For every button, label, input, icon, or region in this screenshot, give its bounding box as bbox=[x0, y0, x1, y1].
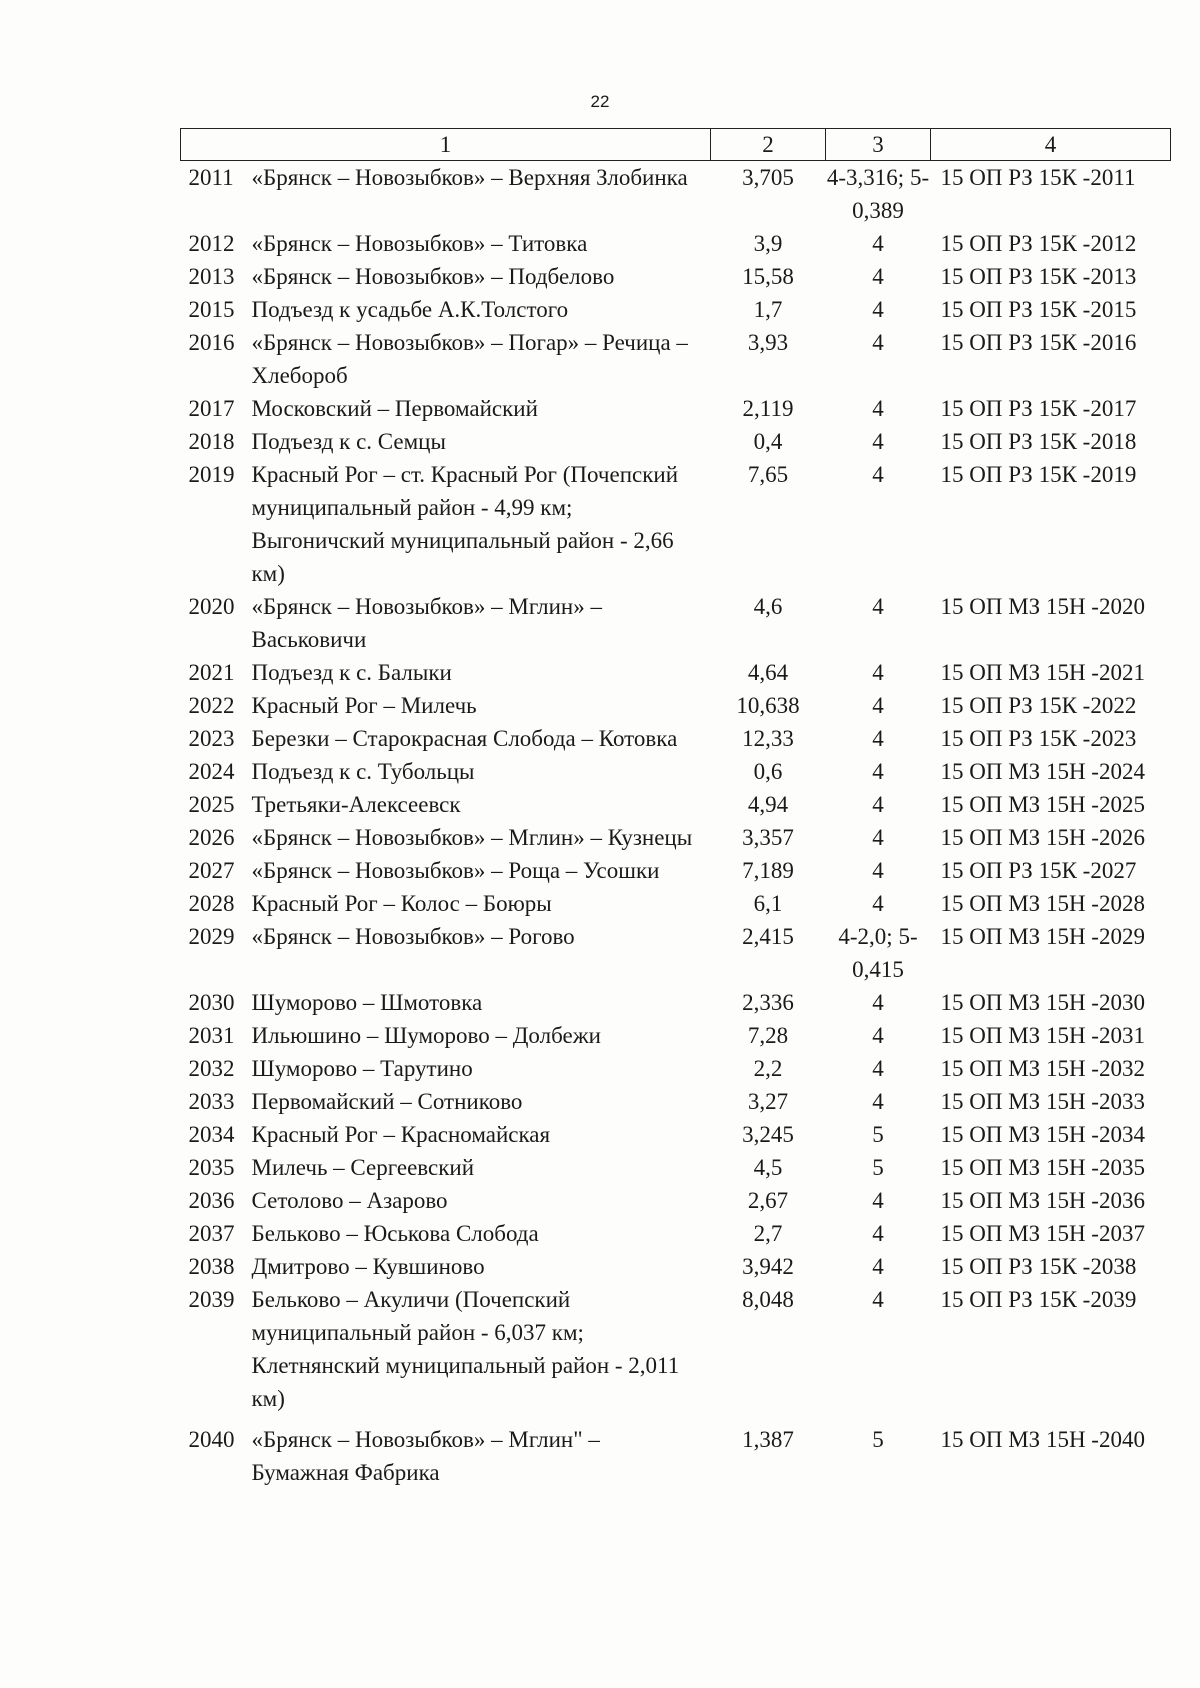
header-col-2: 2 bbox=[711, 129, 826, 161]
road-number: 2020 bbox=[188, 594, 235, 619]
road-length: 3,942 bbox=[742, 1254, 794, 1279]
road-length: 3,93 bbox=[747, 330, 789, 355]
road-name: «Брянск – Новозыбков» – Погар» – Речица – Хлебороб bbox=[251, 330, 688, 388]
road-name: Сетолово – Азарово bbox=[251, 1188, 448, 1213]
road-code: 15 ОП МЗ 15Н -2035 bbox=[940, 1155, 1145, 1180]
road-name: Подъезд к усадьбе А.К.Толстого bbox=[251, 297, 569, 322]
table-row bbox=[181, 986, 1171, 1019]
road-length: 8,048 bbox=[742, 1287, 794, 1312]
table-row bbox=[181, 854, 1171, 887]
table-header bbox=[181, 129, 1171, 161]
road-number: 2036 bbox=[188, 1188, 235, 1213]
road-category: 4 bbox=[872, 1221, 884, 1246]
road-code: 15 ОП РЗ 15К -2038 bbox=[940, 1254, 1137, 1279]
road-category: 4 bbox=[872, 1056, 884, 1081]
road-name: Московский – Первомайский bbox=[251, 396, 538, 421]
table-row bbox=[181, 161, 1171, 228]
road-length: 0,4 bbox=[753, 429, 783, 454]
road-code: 15 ОП РЗ 15К -2012 bbox=[940, 231, 1137, 256]
header-col-1: 1 bbox=[181, 129, 711, 161]
road-code: 15 ОП МЗ 15Н -2020 bbox=[940, 594, 1145, 619]
road-category: 4 bbox=[872, 462, 884, 487]
table-row bbox=[181, 458, 1171, 590]
road-category: 4 bbox=[872, 891, 884, 916]
road-length: 7,65 bbox=[747, 462, 789, 487]
road-category: 4 bbox=[872, 396, 884, 421]
road-category: 5 bbox=[872, 1122, 884, 1147]
table-row bbox=[181, 1151, 1171, 1184]
road-category: 5 bbox=[872, 1155, 884, 1180]
table-row bbox=[181, 392, 1171, 425]
table-row bbox=[181, 1217, 1171, 1250]
header-col-3: 3 bbox=[826, 129, 931, 161]
table-row bbox=[181, 755, 1171, 788]
road-length: 10,638 bbox=[736, 693, 800, 718]
road-name: Красный Рог – Милечь bbox=[251, 693, 477, 718]
road-name: Красный Рог – Колос – Боюры bbox=[251, 891, 552, 916]
road-name: Березки – Старокрасная Слобода – Котовка bbox=[251, 726, 678, 751]
road-code: 15 ОП РЗ 15К -2039 bbox=[940, 1287, 1137, 1312]
road-name: «Брянск – Новозыбков» – Мглин" – Бумажная Фабрика bbox=[251, 1427, 600, 1485]
road-number: 2032 bbox=[188, 1056, 235, 1081]
table-row bbox=[181, 689, 1171, 722]
road-number: 2031 bbox=[188, 1023, 235, 1048]
road-category: 4 bbox=[872, 1287, 884, 1312]
road-name: Подъезд к с. Семцы bbox=[251, 429, 446, 454]
roads-table bbox=[180, 128, 1171, 1489]
table-row bbox=[181, 1283, 1171, 1415]
table-row bbox=[181, 227, 1171, 260]
road-number: 2028 bbox=[188, 891, 235, 916]
road-category: 4 bbox=[872, 594, 884, 619]
road-number: 2033 bbox=[188, 1089, 235, 1114]
road-code: 15 ОП МЗ 15Н -2030 bbox=[940, 990, 1145, 1015]
road-length: 2,7 bbox=[753, 1221, 783, 1246]
road-code: 15 ОП РЗ 15К -2011 bbox=[940, 165, 1136, 190]
road-number: 2017 bbox=[188, 396, 235, 421]
table-row bbox=[181, 887, 1171, 920]
road-name: Красный Рог – Красномайская bbox=[251, 1122, 551, 1147]
road-length: 2,119 bbox=[742, 396, 794, 421]
road-name: Подъезд к с. Тубольцы bbox=[251, 759, 475, 784]
road-length: 15,58 bbox=[742, 264, 794, 289]
road-code: 15 ОП МЗ 15Н -2029 bbox=[940, 924, 1145, 949]
road-category: 4 bbox=[872, 759, 884, 784]
road-code: 15 ОП МЗ 15Н -2021 bbox=[940, 660, 1145, 685]
road-code: 15 ОП РЗ 15К -2023 bbox=[940, 726, 1137, 751]
road-category: 4 bbox=[872, 231, 884, 256]
road-length: 2,67 bbox=[747, 1188, 789, 1213]
road-category: 5 bbox=[872, 1427, 884, 1452]
road-length: 4,5 bbox=[753, 1155, 783, 1180]
road-length: 2,415 bbox=[742, 924, 794, 949]
road-code: 15 ОП МЗ 15Н -2037 bbox=[940, 1221, 1145, 1246]
road-number: 2023 bbox=[188, 726, 235, 751]
table-row bbox=[181, 326, 1171, 392]
road-length: 3,357 bbox=[742, 825, 794, 850]
road-category: 4 bbox=[872, 1254, 884, 1279]
table-body bbox=[181, 161, 1171, 1490]
table-row bbox=[181, 590, 1171, 656]
road-number: 2019 bbox=[188, 462, 235, 487]
road-code: 15 ОП МЗ 15Н -2033 bbox=[940, 1089, 1145, 1114]
road-number: 2029 bbox=[188, 924, 235, 949]
road-length: 3,9 bbox=[753, 231, 783, 256]
road-length: 2,2 bbox=[753, 1056, 783, 1081]
road-code: 15 ОП МЗ 15Н -2026 bbox=[940, 825, 1145, 850]
table-row bbox=[181, 788, 1171, 821]
road-name: «Брянск – Новозыбков» – Мглин» – Кузнецы bbox=[251, 825, 693, 850]
road-length: 0,6 bbox=[753, 759, 783, 784]
road-name: «Брянск – Новозыбков» – Роща – Усошки bbox=[251, 858, 660, 883]
table-row bbox=[181, 656, 1171, 689]
road-category: 4 bbox=[872, 858, 884, 883]
road-length: 6,1 bbox=[753, 891, 783, 916]
road-category: 4 bbox=[872, 330, 884, 355]
road-name: Милечь – Сергеевский bbox=[251, 1155, 475, 1180]
road-code: 15 ОП МЗ 15Н -2040 bbox=[940, 1427, 1145, 1452]
road-number: 2030 bbox=[188, 990, 235, 1015]
table-row bbox=[181, 425, 1171, 458]
road-number: 2035 bbox=[188, 1155, 235, 1180]
road-category: 4 bbox=[872, 693, 884, 718]
road-category: 4-2,0; 5-0,415 bbox=[838, 924, 918, 982]
road-length: 4,94 bbox=[747, 792, 789, 817]
table-row bbox=[181, 293, 1171, 326]
road-code: 15 ОП РЗ 15К -2016 bbox=[940, 330, 1137, 355]
road-number: 2022 bbox=[188, 693, 235, 718]
road-number: 2013 bbox=[188, 264, 235, 289]
road-name: «Брянск – Новозыбков» – Рогово bbox=[251, 924, 575, 949]
table-row bbox=[181, 1250, 1171, 1283]
road-category: 4-3,316; 5-0,389 bbox=[826, 165, 930, 223]
road-length: 3,245 bbox=[742, 1122, 794, 1147]
road-name: Бельково – Юськова Слобода bbox=[251, 1221, 539, 1246]
road-category: 4 bbox=[872, 990, 884, 1015]
road-code: 15 ОП РЗ 15К -2027 bbox=[940, 858, 1137, 883]
road-number: 2018 bbox=[188, 429, 235, 454]
road-name: Красный Рог – ст. Красный Рог (Почепский муниципальный район - 4,99 км; Выгоничский муниципальный район - 2,66 км) bbox=[251, 462, 678, 586]
header-col-4: 4 bbox=[931, 129, 1171, 161]
road-length: 7,189 bbox=[742, 858, 794, 883]
road-number: 2021 bbox=[188, 660, 235, 685]
road-category: 4 bbox=[872, 1023, 884, 1048]
road-name: Первомайский – Сотниково bbox=[251, 1089, 523, 1114]
road-number: 2038 bbox=[188, 1254, 235, 1279]
road-code: 15 ОП РЗ 15К -2017 bbox=[940, 396, 1137, 421]
road-name: Подъезд к с. Балыки bbox=[251, 660, 452, 685]
road-code: 15 ОП МЗ 15Н -2024 bbox=[940, 759, 1145, 784]
road-length: 7,28 bbox=[747, 1023, 789, 1048]
road-category: 4 bbox=[872, 792, 884, 817]
road-number: 2039 bbox=[188, 1287, 235, 1312]
road-code: 15 ОП МЗ 15Н -2025 bbox=[940, 792, 1145, 817]
road-number: 2012 bbox=[188, 231, 235, 256]
road-length: 3,27 bbox=[747, 1089, 789, 1114]
road-length: 12,33 bbox=[742, 726, 794, 751]
table-row bbox=[181, 1118, 1171, 1151]
road-name: Ильюшино – Шуморово – Долбежи bbox=[251, 1023, 601, 1048]
road-category: 4 bbox=[872, 660, 884, 685]
road-length: 3,705 bbox=[742, 165, 794, 190]
table-row bbox=[181, 821, 1171, 854]
road-number: 2025 bbox=[188, 792, 235, 817]
table-row bbox=[181, 1415, 1171, 1489]
road-number: 2034 bbox=[188, 1122, 235, 1147]
road-code: 15 ОП РЗ 15К -2013 bbox=[940, 264, 1137, 289]
road-category: 4 bbox=[872, 1089, 884, 1114]
road-name: Бельково – Акуличи (Почепский муниципальный район - 6,037 км; Клетнянский муниципальный район - 2,011 км) bbox=[251, 1287, 680, 1411]
road-number: 2015 bbox=[188, 297, 235, 322]
road-name: «Брянск – Новозыбков» – Мглин» – Васьковичи bbox=[251, 594, 602, 652]
road-category: 4 bbox=[872, 1188, 884, 1213]
road-name: «Брянск – Новозыбков» – Титовка bbox=[251, 231, 588, 256]
road-category: 4 bbox=[872, 297, 884, 322]
table-row bbox=[181, 260, 1171, 293]
road-code: 15 ОП МЗ 15Н -2034 bbox=[940, 1122, 1145, 1147]
road-number: 2037 bbox=[188, 1221, 235, 1246]
page-number: 22 bbox=[590, 92, 610, 111]
road-code: 15 ОП МЗ 15Н -2031 bbox=[940, 1023, 1145, 1048]
road-number: 2011 bbox=[188, 165, 234, 190]
table-row bbox=[181, 1184, 1171, 1217]
table-row bbox=[181, 920, 1171, 986]
table-row bbox=[181, 722, 1171, 755]
road-category: 4 bbox=[872, 825, 884, 850]
table-row bbox=[181, 1052, 1171, 1085]
road-name: Третьяки-Алексеевск bbox=[251, 792, 461, 817]
road-code: 15 ОП РЗ 15К -2019 bbox=[940, 462, 1137, 487]
road-name: Шуморово – Шмотовка bbox=[251, 990, 483, 1015]
road-length: 1,7 bbox=[753, 297, 783, 322]
road-name: Дмитрово – Кувшиново bbox=[251, 1254, 485, 1279]
road-code: 15 ОП РЗ 15К -2022 bbox=[940, 693, 1137, 718]
road-number: 2026 bbox=[188, 825, 235, 850]
road-number: 2016 bbox=[188, 330, 235, 355]
road-category: 4 bbox=[872, 726, 884, 751]
road-code: 15 ОП МЗ 15Н -2032 bbox=[940, 1056, 1145, 1081]
road-length: 1,387 bbox=[742, 1427, 794, 1452]
table-row bbox=[181, 1019, 1171, 1052]
road-category: 4 bbox=[872, 429, 884, 454]
road-number: 2024 bbox=[188, 759, 235, 784]
road-length: 2,336 bbox=[742, 990, 794, 1015]
road-length: 4,6 bbox=[753, 594, 783, 619]
road-name: «Брянск – Новозыбков» – Верхняя Злобинка bbox=[251, 165, 688, 190]
road-code: 15 ОП МЗ 15Н -2028 bbox=[940, 891, 1145, 916]
road-name: Шуморово – Тарутино bbox=[251, 1056, 473, 1081]
road-code: 15 ОП МЗ 15Н -2036 bbox=[940, 1188, 1145, 1213]
road-code: 15 ОП РЗ 15К -2015 bbox=[940, 297, 1137, 322]
road-length: 4,64 bbox=[747, 660, 789, 685]
road-number: 2027 bbox=[188, 858, 235, 883]
road-category: 4 bbox=[872, 264, 884, 289]
road-number: 2040 bbox=[188, 1427, 235, 1452]
table-row bbox=[181, 1085, 1171, 1118]
road-code: 15 ОП РЗ 15К -2018 bbox=[940, 429, 1137, 454]
road-name: «Брянск – Новозыбков» – Подбелово bbox=[251, 264, 615, 289]
